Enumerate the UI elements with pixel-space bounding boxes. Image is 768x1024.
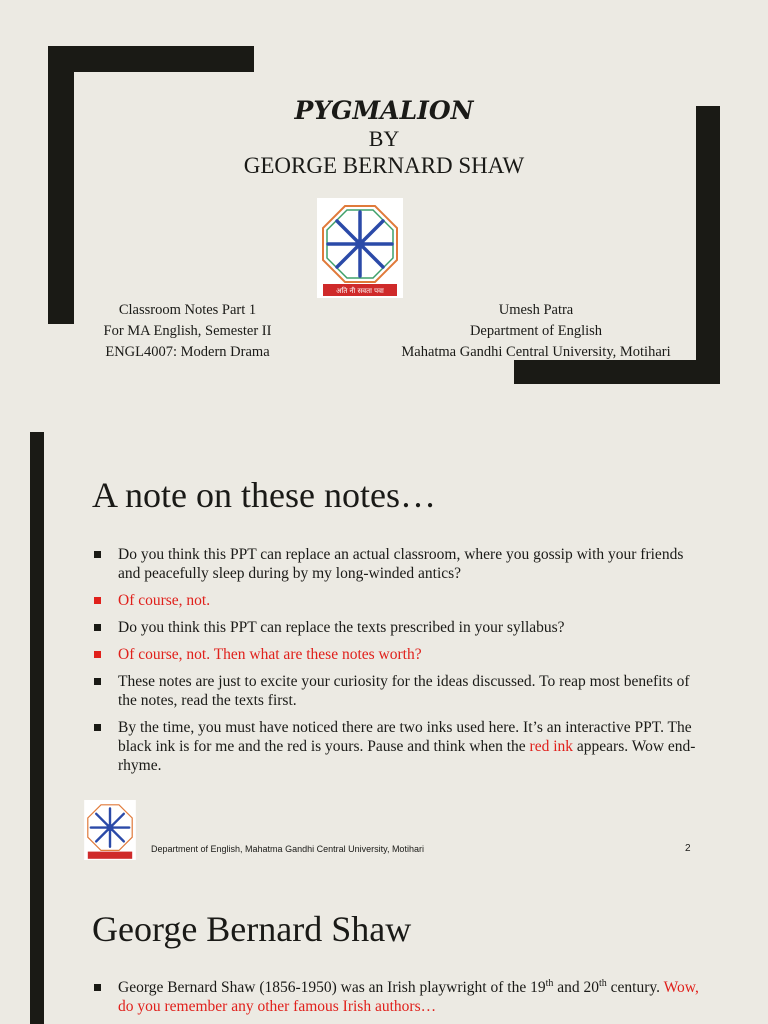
bullet-square-icon xyxy=(94,724,101,731)
wheel-logo-icon xyxy=(317,198,403,298)
slide-heading: A note on these notes… xyxy=(92,475,436,515)
author-info xyxy=(372,300,700,363)
frame-top-left-vertical xyxy=(48,46,74,324)
course-line: Classroom Notes Part 1 xyxy=(118,302,257,318)
list-item: Of course, not. Then what are these notes worth? xyxy=(92,645,696,664)
list-item: Do you think this PPT can replace an actual classroom, where you gossip with your friends and peacefully sleep during by my long-winded antics? xyxy=(92,545,696,583)
bullet-square-icon xyxy=(94,597,101,604)
author-line: Department of English xyxy=(469,323,603,339)
slide-author: GEORGE BERNARD SHAW xyxy=(243,153,525,178)
list-item: Do you think this PPT can replace the texts prescribed in your syllabus? xyxy=(92,618,696,637)
slide-heading: George Bernard Shaw xyxy=(92,909,412,949)
frame-bottom-right-horizontal xyxy=(514,360,720,384)
wheel-logo-icon xyxy=(84,800,136,860)
bullet-list xyxy=(92,545,696,783)
slide-title: PYGMALION xyxy=(294,96,474,125)
list-item: Of course, not. xyxy=(92,591,696,610)
footer-logo xyxy=(84,800,136,860)
red-ink-text: red ink xyxy=(529,738,574,755)
course-line: For MA English, Semester II xyxy=(103,323,272,339)
author-line: Umesh Patra xyxy=(498,302,574,318)
bullet-square-icon xyxy=(94,678,101,685)
list-item: George Bernard Shaw (1856-1950) was an Irish playwright of the 19th and 20th century. Wow, do you remember any other famous Irish authors… xyxy=(92,978,712,1016)
frame-top-left-horizontal xyxy=(48,46,254,72)
course-info xyxy=(75,300,300,363)
bullet-square-icon xyxy=(94,624,101,631)
logo-motto: अति नी सवता पवा xyxy=(336,287,384,295)
red-ink-text: Wow, do you remember any other famous Irish authors… xyxy=(118,979,699,1015)
bullet-square-icon xyxy=(94,651,101,658)
list-item: These notes are just to excite your curiosity for the ideas discussed. To reap most benefits of the notes, read the texts first. xyxy=(92,672,696,710)
course-line: ENGL4007: Modern Drama xyxy=(105,344,270,360)
bullet-list xyxy=(92,978,712,1024)
slide-by: BY xyxy=(368,126,400,151)
slide-left-accent-bar xyxy=(30,432,44,1024)
author-line: Mahatma Gandhi Central University, Motihari xyxy=(401,344,671,360)
list-item: By the time, you must have noticed there are two inks used here. It’s an interactive PPT. The black ink is for me and the red is yours. Pause and think when the red ink appears. Wow end-rhyme. xyxy=(92,718,696,775)
page-number: 2 xyxy=(685,843,691,854)
university-logo xyxy=(317,198,403,298)
slide-footer: Department of English, Mahatma Gandhi Central University, Motihari xyxy=(151,844,424,854)
bullet-square-icon xyxy=(94,551,101,558)
bullet-square-icon xyxy=(94,984,101,991)
